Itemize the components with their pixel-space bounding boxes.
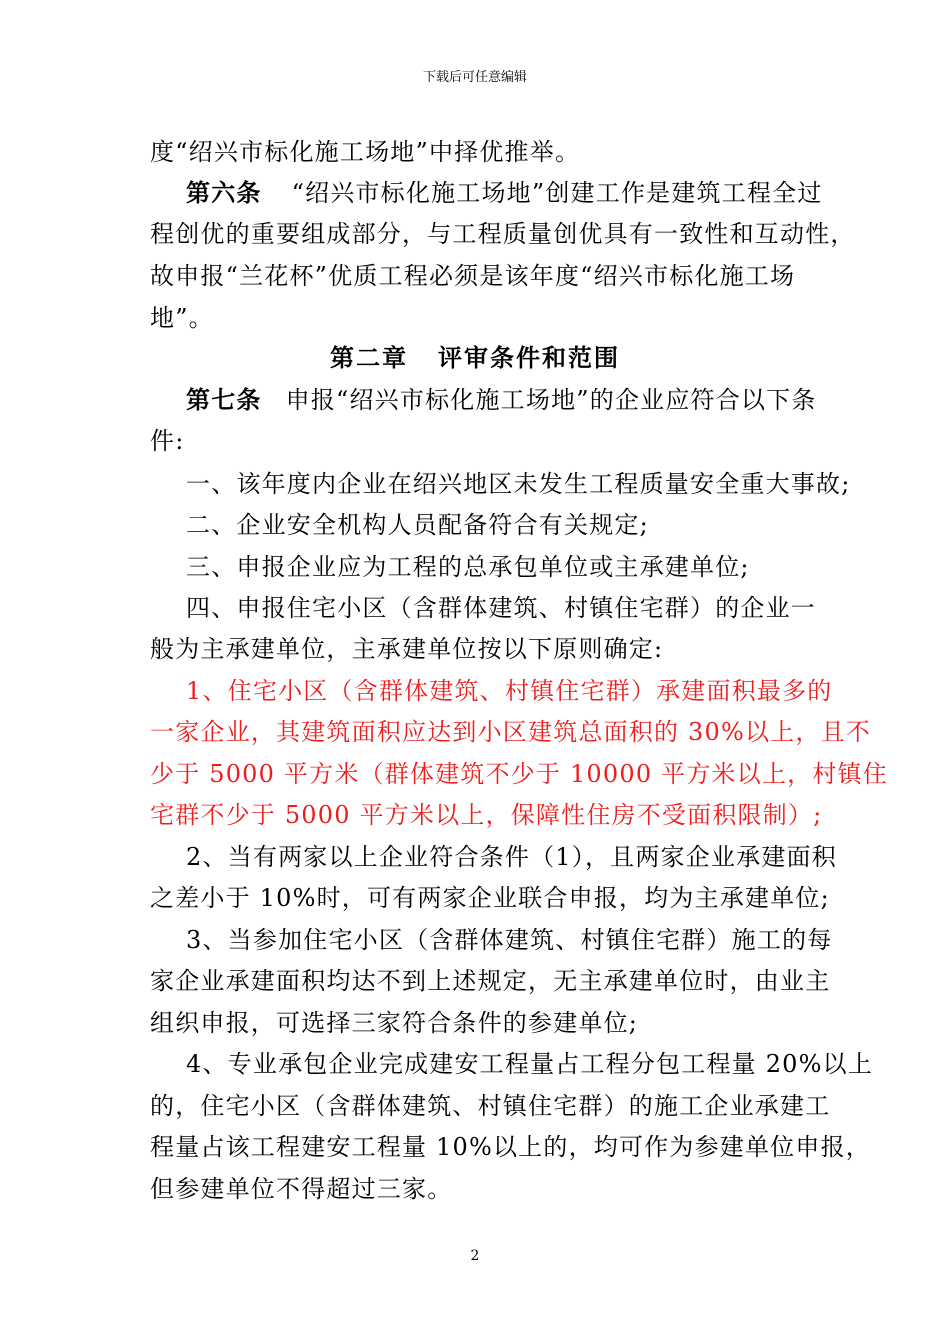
article-6-title: 第六条 — [186, 178, 262, 207]
rule-2-line-2: 之差小于 10%时，可有两家企业联合申报，均为主承建单位; — [150, 884, 830, 912]
article-7-line-1 — [186, 385, 817, 415]
page-number: 2 — [470, 1248, 480, 1264]
rule-4-line-1: 4、专业承包企业完成建安工程量占工程分包工程量 20%以上 — [186, 1050, 874, 1078]
condition-1: 一、该年度内企业在绍兴地区未发生工程质量安全重大事故; — [186, 470, 851, 498]
header-note: 下载后可任意编辑 — [422, 70, 527, 85]
rule-1-line-1: 1、住宅小区（含群体建筑、村镇住宅群）承建面积最多的 — [186, 677, 833, 705]
rule-3-line-2: 家企业承建面积均达不到上述规定，无主承建单位时，由业主 — [150, 967, 831, 995]
rule-3-line-1: 3、当参加住宅小区（含群体建筑、村镇住宅群）施工的每 — [186, 926, 833, 954]
condition-4-line-1: 四、申报住宅小区（含群体建筑、村镇住宅群）的企业一 — [186, 594, 816, 622]
rule-1-line-4: 宅群不少于 5000 平方米以上，保障性住房不受面积限制）; — [150, 801, 823, 829]
rule-1-line-2: 一家企业，其建筑面积应达到小区建筑总面积的 30%以上，且不 — [150, 718, 871, 746]
rule-4-line-2: 的，住宅小区（含群体建筑、村镇住宅群）的施工企业承建工 — [150, 1092, 831, 1120]
condition-2: 二、企业安全机构人员配备符合有关规定; — [186, 511, 649, 539]
article-6-text: “绍兴市标化施工场地”创建工作是建筑工程全过 — [291, 179, 823, 207]
rule-4-line-3: 程量占该工程建安工程量 10%以上的，均可作为参建单位申报， — [150, 1133, 871, 1161]
article-7-line-2: 件: — [150, 427, 185, 455]
chapter-heading — [0, 343, 950, 373]
article-6-line-3: 故申报“兰花杯”优质工程必须是该年度“绍兴市标化施工场 — [150, 262, 796, 290]
condition-3: 三、申报企业应为工程的总承包单位或主承建单位; — [186, 553, 750, 581]
chapter-title: 评审条件和范围 — [438, 343, 620, 372]
rule-4-line-4: 但参建单位不得超过三家。 — [150, 1175, 453, 1203]
article-7-text: 申报“绍兴市标化施工场地”的企业应符合以下条 — [285, 386, 817, 414]
rule-2-line-1: 2、当有两家以上企业符合条件（1），且两家企业承建面积 — [186, 843, 837, 871]
rule-1-line-3: 少于 5000 平方米（群体建筑不少于 10000 平方米以上，村镇住 — [150, 760, 888, 788]
article-6-line-1 — [186, 178, 823, 208]
condition-4-line-2: 般为主承建单位，主承建单位按以下原则确定: — [150, 635, 664, 663]
article-6-line-2: 程创优的重要组成部分，与工程质量创优具有一致性和互动性， — [150, 220, 856, 248]
chapter-number: 第二章 — [330, 343, 408, 372]
rule-3-line-3: 组织申报，可选择三家符合条件的参建单位; — [150, 1009, 639, 1037]
article-6-line-4: 地”。 — [150, 304, 214, 332]
paragraph-continued: 度“绍兴市标化施工场地”中择优推举。 — [150, 138, 581, 166]
article-7-title: 第七条 — [186, 385, 262, 414]
